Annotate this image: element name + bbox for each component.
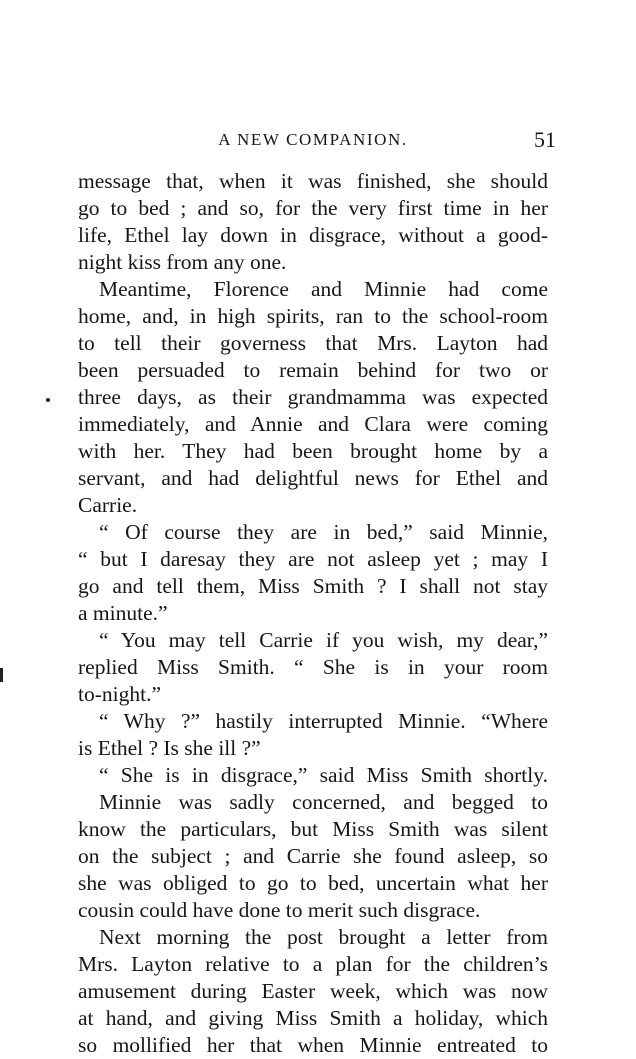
text-line: to-night.” bbox=[78, 682, 161, 706]
text-line: with her. They had been brought home by a bbox=[78, 439, 548, 463]
text-line: cousin could have done to merit such disgrace. bbox=[78, 898, 481, 922]
text-line: a minute.” bbox=[78, 601, 168, 625]
text-line: Next morning the post brought a letter from bbox=[99, 925, 548, 949]
body-text bbox=[78, 168, 548, 1059]
text-line: Meantime, Florence and Minnie had come bbox=[99, 277, 548, 301]
margin-mark bbox=[46, 398, 50, 402]
text-line: night kiss from any one. bbox=[78, 250, 287, 274]
text-line: three days, as their grandmamma was expected bbox=[78, 385, 548, 409]
text-line: to tell their governess that Mrs. Layton had bbox=[78, 331, 548, 355]
running-head: A NEW COMPANION. bbox=[218, 130, 408, 149]
text-line: so mollified her that when Minnie entreated to bbox=[78, 1033, 548, 1057]
text-line: message that, when it was finished, she should bbox=[78, 169, 548, 193]
text-line: on the subject ; and Carrie she found asleep, so bbox=[78, 844, 548, 868]
text-line: Mrs. Layton relative to a plan for the children’s bbox=[78, 952, 548, 976]
edge-mark bbox=[0, 668, 3, 682]
text-line: amusement during Easter week, which was now bbox=[78, 979, 548, 1003]
text-line: Carrie. bbox=[78, 493, 138, 517]
page-number: 51 bbox=[534, 127, 556, 152]
text-line: is Ethel ? Is she ill ?” bbox=[78, 736, 261, 760]
text-line: “ Of course they are in bed,” said Minnie, bbox=[99, 520, 548, 544]
text-line: “ You may tell Carrie if you wish, my dear,” bbox=[99, 628, 548, 652]
text-line: she was obliged to go to bed, uncertain what her bbox=[78, 871, 548, 895]
page-header bbox=[78, 124, 556, 156]
text-line: been persuaded to remain behind for two or bbox=[78, 358, 548, 382]
text-line: know the particulars, but Miss Smith was silent bbox=[78, 817, 548, 841]
text-line: servant, and had delightful news for Ethel and bbox=[78, 466, 548, 490]
text-line: life, Ethel lay down in disgrace, without a good- bbox=[78, 223, 548, 247]
text-line: Minnie was sadly concerned, and begged to bbox=[99, 790, 548, 814]
text-line: “ Why ?” hastily interrupted Minnie. “Where bbox=[99, 709, 548, 733]
text-line: go to bed ; and so, for the very first time in her bbox=[78, 196, 548, 220]
text-line: “ She is in disgrace,” said Miss Smith shortly. bbox=[99, 763, 548, 787]
text-line: home, and, in high spirits, ran to the school-room bbox=[78, 304, 548, 328]
text-line: “ but I daresay they are not asleep yet ; may I bbox=[78, 547, 548, 571]
text-line: go and tell them, Miss Smith ? I shall not stay bbox=[78, 574, 548, 598]
text-line: replied Miss Smith. “ She is in your room bbox=[78, 655, 548, 679]
text-line: immediately, and Annie and Clara were coming bbox=[78, 412, 548, 436]
text-line: at hand, and giving Miss Smith a holiday, which bbox=[78, 1006, 548, 1030]
